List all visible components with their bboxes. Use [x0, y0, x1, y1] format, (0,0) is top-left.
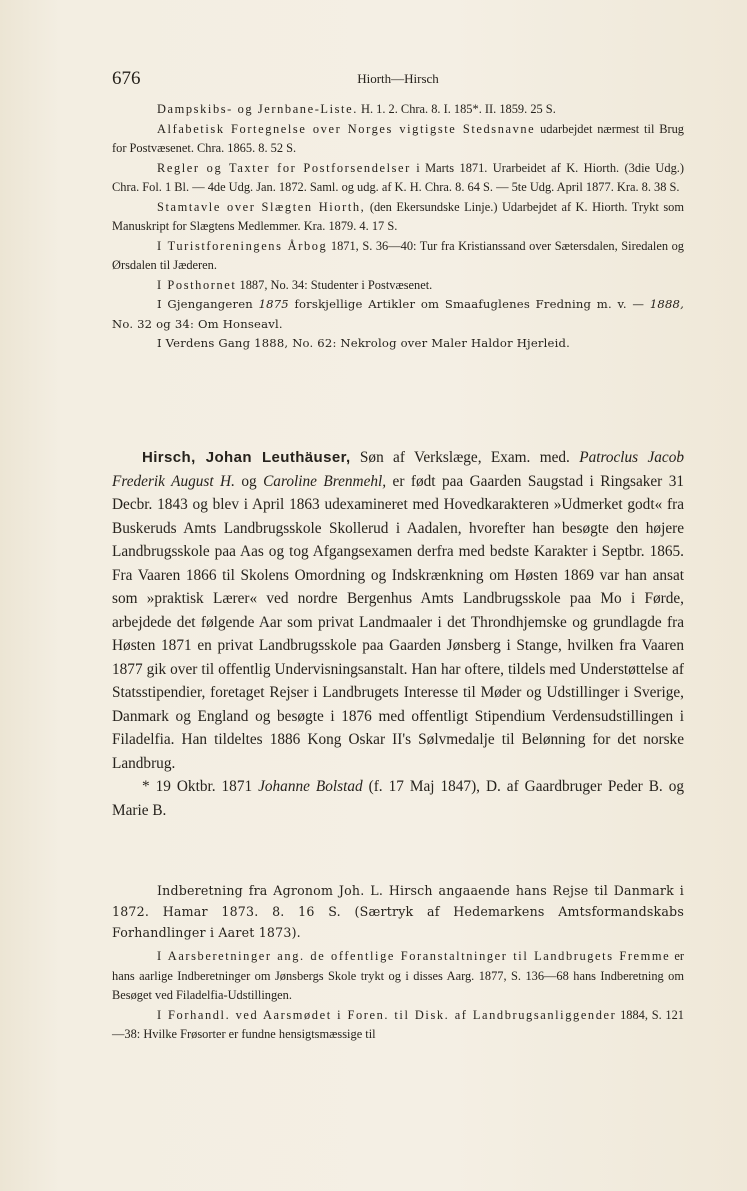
reference-title: I Forhandl. ved Aarsmødet i Foren. til Disk. af Landbrugsanliggender — [157, 1007, 617, 1022]
reference-details: 1884, S. 121—38: Hvilke Frøsorter er fundne hensigtsmæssige til — [112, 1007, 685, 1041]
reference-item — [112, 237, 684, 276]
biography-entry — [112, 446, 684, 822]
running-title: Hiorth—Hirsch — [357, 71, 439, 86]
reference-details: er hans aarlige Indberetninger om Jønsbergs Skole trykt og i disses Aarg. 1877, S. 136—68 hans Indberetning om Besøget ved Filadelfia-Udstillingen. — [112, 949, 684, 1002]
reference-title: Stamtavle over Slægten Hiorth, — [157, 199, 366, 214]
reference-item — [112, 276, 684, 296]
page-number: 676 — [112, 68, 141, 89]
entry-text: og — [234, 472, 264, 490]
upper-references — [112, 100, 684, 354]
reference-title: Regler og Taxter for Postforsendelser — [157, 160, 411, 175]
biography-paragraph — [112, 446, 684, 775]
fraktur-year: 1888, — [649, 297, 685, 311]
reference-item — [112, 1006, 684, 1045]
reference-item-fraktur: Indberetning fra Agronom Joh. L. Hirsch angaaende hans Rejse til Danmark i 1872. Hamar 1873. 8. 16 S. (Særtryk af Hedemarkens Amtsformandskabs Forhandlinger i Aaret 1873). — [112, 883, 684, 940]
fraktur-text: I Gjengangeren — [157, 297, 259, 311]
reference-details: i Marts 1871. Urarbeidet af K. Hiorth. (3die Udg.) Chra. Fol. 1 Bl. — 4de Udg. Jan. 1872. Saml. og udg. af K. H. Chra. 8. 64 S. — 5te Udg. April 1877. Kra. 8. 38 S. — [112, 160, 684, 194]
fraktur-text: 1888, No. 62: Nekrolog over Maler Haldor Hjerleid. — [250, 336, 571, 350]
reference-item — [112, 159, 684, 198]
mother-name: Caroline Brenmehl, — [263, 472, 387, 490]
reference-title: Dampskibs- og Jernbane-Liste. — [157, 102, 358, 116]
marriage-paragraph — [112, 775, 684, 822]
reference-item — [112, 947, 684, 1006]
fraktur-text: I Verdens Gang — [157, 336, 251, 350]
reference-item — [112, 100, 684, 120]
reference-item-fraktur — [112, 334, 684, 354]
reference-details: udarbejdet nærmest til Brug for Postvæsenet. Chra. 1865. 8. 52 S. — [112, 121, 684, 155]
page-header — [112, 68, 684, 92]
fraktur-year: 1875 — [258, 297, 289, 311]
reference-details: H. 1. 2. Chra. 8. I. 185*. II. 1859. 25 S. — [357, 102, 556, 116]
reference-details: (den Ekersundske Linje.) Udarbejdet af K. Hiorth. Trykt som Manuskript for Slægtens Medlemmer. Kra. 1879. 4. 17 S. — [112, 199, 684, 233]
reference-title: I Aarsberetninger ang. de offentlige Foranstaltninger til Landbrugets Fremme — [157, 949, 671, 963]
marriage-text: (f. 17 Maj 1847), D. af Gaardbruger Peder B. og Marie B. — [112, 778, 685, 819]
reference-item — [112, 120, 684, 159]
entry-text: Søn af Verkslæge, Exam. med. — [350, 449, 580, 466]
reference-title: I Posthornet — [157, 277, 237, 292]
reference-item — [112, 198, 684, 237]
marriage-text: * 19 Oktbr. 1871 — [142, 778, 259, 795]
fraktur-text: forskjellige Artikler om Smaafuglenes Fredning m. v. — — [288, 297, 650, 311]
reference-details: 1887, No. 34: Studenter i Postvæsenet. — [236, 277, 433, 292]
wife-name: Johanne Bolstad — [258, 778, 363, 795]
reference-title: I Turistforeningens Årbog — [157, 238, 328, 253]
entry-text: er født paa Gaarden Saugstad i Ringsaker 31 Decbr. 1843 og blev i April 1863 udexamineret med Hovedkarakteren »Udmerket godt« fra Buskeruds Amts Landbrugsskole Skollerud i Aadalen, hvorefter han besøgte den højere Landbrugsskole paa Aas og tog Afgangsexamen derfra med bedste Karakter i Septbr. 1865. Fra Vaaren 1866 til Skolens Omordning og Indskrænkning om Høsten 1869 var han ansat som »praktisk Lærer« ved nordre Bergenhus Amts Landbrugsskole paa Mo i Førde, arbejdede det følgende Aar som privat Landmaaler i det Throndhjemske og grundlagde fra Høsten 1871 en privat Landbrugsskole paa Gaarden Jønsberg i Stange, hvilken fra Vaaren 1877 gik over til offentlig Undervisningsanstalt. Han har oftere, tildels med Understøttelse af Statsstipendier, foretaget Rejser i Landbrugets Interesse til Møder og Udstillinger i Sverige, Danmark og England og besøgte i 1876 med offentligt Stipendium Verdensudstillingen i Filadelfia. Han tildeltes 1886 Kong Oskar II's Sølvmedalje til Belønning for det norske Landbrug. — [112, 472, 684, 772]
reference-details: 1871, S. 36—40: Tur fra Kristianssand over Sætersdalen, Siredalen og Ørsdalen til Jæderen. — [112, 238, 684, 272]
entry-name: Hirsch, Johan Leuthäuser, — [142, 449, 351, 466]
reference-title: Alfabetisk Fortegnelse over Norges vigtigste Stedsnavne — [157, 121, 536, 136]
reference-item-fraktur — [112, 295, 684, 334]
fraktur-text: No. 32 og 34: Om Honseavl. — [112, 316, 283, 331]
father-name: Patroclus Jacob Frederik August H. — [112, 449, 684, 490]
lower-references — [112, 880, 684, 1045]
